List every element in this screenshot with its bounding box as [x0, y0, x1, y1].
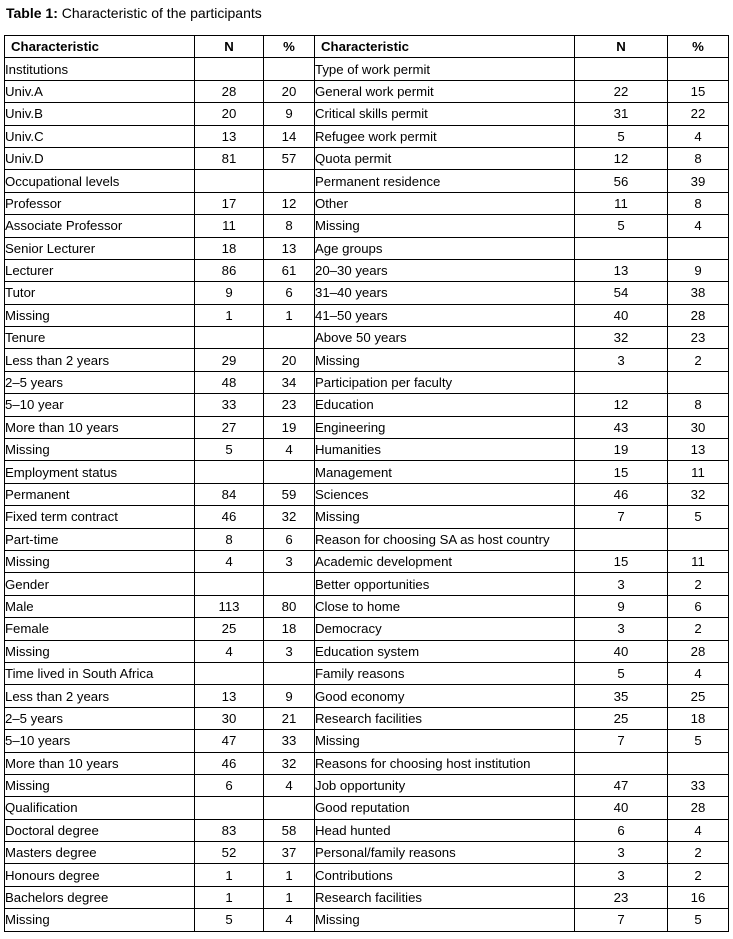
table-row [5, 125, 729, 147]
left-characteristic-cell: Missing [5, 439, 195, 461]
right-pct-cell: 5 [668, 730, 729, 752]
left-pct-cell [264, 461, 315, 483]
right-pct-cell: 5 [668, 909, 729, 931]
right-pct-cell: 32 [668, 483, 729, 505]
right-characteristic-cell: Age groups [315, 237, 575, 259]
left-characteristic-cell: Missing [5, 909, 195, 931]
left-pct-cell: 13 [264, 237, 315, 259]
left-characteristic-cell: 5–10 year [5, 394, 195, 416]
right-characteristic-cell: Job opportunity [315, 774, 575, 796]
table-row [5, 528, 729, 550]
right-n-cell: 15 [575, 550, 668, 572]
right-pct-cell: 16 [668, 886, 729, 908]
table-row [5, 416, 729, 438]
table-row [5, 640, 729, 662]
table-row [5, 304, 729, 326]
right-n-cell: 12 [575, 394, 668, 416]
left-n-cell: 20 [195, 103, 264, 125]
right-n-cell: 12 [575, 147, 668, 169]
left-n-cell [195, 797, 264, 819]
right-pct-cell [668, 371, 729, 393]
table-row [5, 147, 729, 169]
right-characteristic-cell: Reasons for choosing host institution [315, 752, 575, 774]
left-pct-cell: 20 [264, 349, 315, 371]
right-pct-cell: 30 [668, 416, 729, 438]
right-characteristic-cell: Better opportunities [315, 573, 575, 595]
left-n-cell [195, 58, 264, 80]
left-characteristic-cell: Employment status [5, 461, 195, 483]
right-n-cell: 40 [575, 797, 668, 819]
right-characteristic-cell: General work permit [315, 80, 575, 102]
left-characteristic-cell: Fixed term contract [5, 506, 195, 528]
table-row [5, 618, 729, 640]
right-n-cell: 7 [575, 909, 668, 931]
left-n-cell: 27 [195, 416, 264, 438]
right-characteristic-cell: Close to home [315, 595, 575, 617]
left-characteristic-cell: Univ.C [5, 125, 195, 147]
left-n-cell [195, 327, 264, 349]
participants-table [4, 35, 729, 932]
left-n-cell: 83 [195, 819, 264, 841]
left-characteristic-cell: Lecturer [5, 259, 195, 281]
right-characteristic-cell: Research facilities [315, 886, 575, 908]
left-characteristic-cell: Univ.D [5, 147, 195, 169]
right-characteristic-cell: Democracy [315, 618, 575, 640]
left-pct-cell: 61 [264, 259, 315, 281]
left-pct-cell: 12 [264, 192, 315, 214]
right-pct-cell: 33 [668, 774, 729, 796]
right-n-cell: 7 [575, 506, 668, 528]
left-pct-cell: 1 [264, 886, 315, 908]
right-n-cell: 11 [575, 192, 668, 214]
right-pct-cell: 25 [668, 685, 729, 707]
table-row [5, 58, 729, 80]
right-n-cell [575, 528, 668, 550]
right-pct-cell: 4 [668, 819, 729, 841]
right-characteristic-cell: Humanities [315, 439, 575, 461]
table-row [5, 506, 729, 528]
right-n-cell: 9 [575, 595, 668, 617]
left-pct-cell: 21 [264, 707, 315, 729]
right-n-cell [575, 237, 668, 259]
right-n-cell: 13 [575, 259, 668, 281]
right-pct-cell [668, 528, 729, 550]
left-pct-cell: 57 [264, 147, 315, 169]
right-n-cell: 23 [575, 886, 668, 908]
table-row [5, 170, 729, 192]
header-pct-right: % [668, 36, 729, 58]
left-pct-cell: 32 [264, 506, 315, 528]
right-characteristic-cell: Missing [315, 909, 575, 931]
right-pct-cell: 8 [668, 147, 729, 169]
left-pct-cell: 20 [264, 80, 315, 102]
left-pct-cell: 4 [264, 439, 315, 461]
left-n-cell: 113 [195, 595, 264, 617]
table-caption-text: Characteristic of the participants [57, 5, 262, 21]
right-pct-cell: 38 [668, 282, 729, 304]
left-pct-cell: 6 [264, 282, 315, 304]
left-n-cell [195, 662, 264, 684]
left-n-cell: 48 [195, 371, 264, 393]
left-characteristic-cell: Tenure [5, 327, 195, 349]
right-characteristic-cell: 31–40 years [315, 282, 575, 304]
right-n-cell: 19 [575, 439, 668, 461]
table-row [5, 192, 729, 214]
left-pct-cell: 23 [264, 394, 315, 416]
left-n-cell: 6 [195, 774, 264, 796]
left-characteristic-cell: Senior Lecturer [5, 237, 195, 259]
left-n-cell: 13 [195, 125, 264, 147]
left-pct-cell: 1 [264, 304, 315, 326]
right-pct-cell: 11 [668, 461, 729, 483]
header-characteristic-right: Characteristic [315, 36, 575, 58]
left-pct-cell: 19 [264, 416, 315, 438]
left-pct-cell: 33 [264, 730, 315, 752]
table-row [5, 237, 729, 259]
left-characteristic-cell: Occupational levels [5, 170, 195, 192]
right-n-cell: 40 [575, 304, 668, 326]
left-n-cell: 86 [195, 259, 264, 281]
left-n-cell: 5 [195, 439, 264, 461]
right-pct-cell: 11 [668, 550, 729, 572]
table-row [5, 662, 729, 684]
right-pct-cell: 4 [668, 215, 729, 237]
right-characteristic-cell: Quota permit [315, 147, 575, 169]
table-row [5, 215, 729, 237]
left-n-cell: 81 [195, 147, 264, 169]
header-n-right: N [575, 36, 668, 58]
right-pct-cell: 5 [668, 506, 729, 528]
right-characteristic-cell: Above 50 years [315, 327, 575, 349]
right-n-cell: 5 [575, 662, 668, 684]
right-pct-cell: 23 [668, 327, 729, 349]
left-pct-cell: 4 [264, 909, 315, 931]
left-pct-cell: 14 [264, 125, 315, 147]
right-n-cell: 7 [575, 730, 668, 752]
right-n-cell [575, 58, 668, 80]
right-n-cell: 56 [575, 170, 668, 192]
left-characteristic-cell: More than 10 years [5, 416, 195, 438]
right-pct-cell: 18 [668, 707, 729, 729]
right-n-cell: 3 [575, 573, 668, 595]
right-pct-cell: 2 [668, 842, 729, 864]
left-pct-cell [264, 58, 315, 80]
right-n-cell: 5 [575, 215, 668, 237]
left-characteristic-cell: 5–10 years [5, 730, 195, 752]
table-row [5, 394, 729, 416]
left-characteristic-cell: Gender [5, 573, 195, 595]
right-characteristic-cell: Personal/family reasons [315, 842, 575, 864]
left-characteristic-cell: Professor [5, 192, 195, 214]
right-characteristic-cell: Missing [315, 349, 575, 371]
left-characteristic-cell: Less than 2 years [5, 349, 195, 371]
left-pct-cell: 34 [264, 371, 315, 393]
left-characteristic-cell: Tutor [5, 282, 195, 304]
left-pct-cell: 37 [264, 842, 315, 864]
left-n-cell [195, 461, 264, 483]
left-n-cell: 47 [195, 730, 264, 752]
left-pct-cell: 1 [264, 864, 315, 886]
left-characteristic-cell: Honours degree [5, 864, 195, 886]
left-n-cell: 8 [195, 528, 264, 550]
left-pct-cell: 32 [264, 752, 315, 774]
left-n-cell: 28 [195, 80, 264, 102]
left-characteristic-cell: Masters degree [5, 842, 195, 864]
left-n-cell: 46 [195, 506, 264, 528]
left-characteristic-cell: Associate Professor [5, 215, 195, 237]
right-characteristic-cell: Good economy [315, 685, 575, 707]
right-characteristic-cell: Type of work permit [315, 58, 575, 80]
right-characteristic-cell: Reason for choosing SA as host country [315, 528, 575, 550]
right-pct-cell [668, 58, 729, 80]
right-n-cell: 31 [575, 103, 668, 125]
left-characteristic-cell: 2–5 years [5, 371, 195, 393]
right-characteristic-cell: Participation per faculty [315, 371, 575, 393]
left-characteristic-cell: Bachelors degree [5, 886, 195, 908]
left-characteristic-cell: Less than 2 years [5, 685, 195, 707]
right-pct-cell: 4 [668, 662, 729, 684]
table-body [5, 58, 729, 931]
right-n-cell: 15 [575, 461, 668, 483]
left-n-cell [195, 573, 264, 595]
left-pct-cell: 9 [264, 685, 315, 707]
left-characteristic-cell: Univ.B [5, 103, 195, 125]
right-n-cell: 3 [575, 618, 668, 640]
right-pct-cell: 8 [668, 192, 729, 214]
left-n-cell: 1 [195, 864, 264, 886]
right-characteristic-cell: Missing [315, 215, 575, 237]
right-n-cell: 25 [575, 707, 668, 729]
table-row [5, 573, 729, 595]
right-pct-cell: 9 [668, 259, 729, 281]
right-n-cell: 35 [575, 685, 668, 707]
left-characteristic-cell: 2–5 years [5, 707, 195, 729]
right-characteristic-cell: 41–50 years [315, 304, 575, 326]
table-row [5, 685, 729, 707]
left-pct-cell: 58 [264, 819, 315, 841]
table-row [5, 80, 729, 102]
left-n-cell: 1 [195, 886, 264, 908]
table-row [5, 819, 729, 841]
right-characteristic-cell: Engineering [315, 416, 575, 438]
right-n-cell: 3 [575, 842, 668, 864]
table-row [5, 842, 729, 864]
table-row [5, 550, 729, 572]
right-n-cell: 46 [575, 483, 668, 505]
left-n-cell: 13 [195, 685, 264, 707]
left-characteristic-cell: Missing [5, 304, 195, 326]
left-n-cell: 18 [195, 237, 264, 259]
table-row [5, 864, 729, 886]
right-pct-cell: 2 [668, 864, 729, 886]
right-characteristic-cell: Education system [315, 640, 575, 662]
right-characteristic-cell: Management [315, 461, 575, 483]
right-n-cell: 47 [575, 774, 668, 796]
table-row [5, 886, 729, 908]
table-caption-label: Table 1: [6, 5, 58, 21]
left-pct-cell: 8 [264, 215, 315, 237]
right-characteristic-cell: Head hunted [315, 819, 575, 841]
left-characteristic-cell: Institutions [5, 58, 195, 80]
left-characteristic-cell: Missing [5, 774, 195, 796]
left-n-cell: 84 [195, 483, 264, 505]
left-n-cell: 4 [195, 640, 264, 662]
right-n-cell: 3 [575, 864, 668, 886]
right-n-cell: 3 [575, 349, 668, 371]
right-pct-cell: 8 [668, 394, 729, 416]
left-n-cell: 52 [195, 842, 264, 864]
table-row [5, 595, 729, 617]
right-characteristic-cell: Academic development [315, 550, 575, 572]
right-pct-cell: 15 [668, 80, 729, 102]
right-pct-cell: 39 [668, 170, 729, 192]
right-characteristic-cell: Missing [315, 506, 575, 528]
table-row [5, 282, 729, 304]
right-n-cell: 54 [575, 282, 668, 304]
table-row [5, 103, 729, 125]
left-pct-cell [264, 573, 315, 595]
right-characteristic-cell: Research facilities [315, 707, 575, 729]
right-characteristic-cell: Other [315, 192, 575, 214]
left-n-cell: 11 [195, 215, 264, 237]
right-pct-cell: 28 [668, 304, 729, 326]
left-pct-cell: 9 [264, 103, 315, 125]
left-pct-cell [264, 170, 315, 192]
right-pct-cell: 13 [668, 439, 729, 461]
right-characteristic-cell: Permanent residence [315, 170, 575, 192]
table-row [5, 371, 729, 393]
left-characteristic-cell: Missing [5, 640, 195, 662]
left-n-cell: 5 [195, 909, 264, 931]
left-pct-cell [264, 327, 315, 349]
right-pct-cell: 2 [668, 618, 729, 640]
right-n-cell: 43 [575, 416, 668, 438]
table-row [5, 730, 729, 752]
left-characteristic-cell: Permanent [5, 483, 195, 505]
right-n-cell: 6 [575, 819, 668, 841]
right-pct-cell: 2 [668, 573, 729, 595]
table-row [5, 483, 729, 505]
right-characteristic-cell: Critical skills permit [315, 103, 575, 125]
left-pct-cell: 59 [264, 483, 315, 505]
left-n-cell: 17 [195, 192, 264, 214]
right-n-cell: 22 [575, 80, 668, 102]
left-n-cell: 33 [195, 394, 264, 416]
table-row [5, 774, 729, 796]
right-pct-cell [668, 237, 729, 259]
right-characteristic-cell: Refugee work permit [315, 125, 575, 147]
table-row [5, 439, 729, 461]
right-n-cell: 32 [575, 327, 668, 349]
left-pct-cell: 3 [264, 640, 315, 662]
left-characteristic-cell: Missing [5, 550, 195, 572]
right-pct-cell: 28 [668, 797, 729, 819]
left-pct-cell: 6 [264, 528, 315, 550]
table-caption [6, 4, 262, 22]
left-n-cell: 25 [195, 618, 264, 640]
left-n-cell: 1 [195, 304, 264, 326]
left-n-cell: 9 [195, 282, 264, 304]
left-characteristic-cell: Time lived in South Africa [5, 662, 195, 684]
header-characteristic-left: Characteristic [5, 36, 195, 58]
left-characteristic-cell: Female [5, 618, 195, 640]
left-characteristic-cell: Qualification [5, 797, 195, 819]
right-n-cell [575, 752, 668, 774]
header-pct-left: % [264, 36, 315, 58]
right-n-cell: 5 [575, 125, 668, 147]
table-header-row [5, 36, 729, 58]
right-pct-cell: 22 [668, 103, 729, 125]
table-row [5, 327, 729, 349]
right-n-cell [575, 371, 668, 393]
table-row [5, 461, 729, 483]
right-characteristic-cell: Contributions [315, 864, 575, 886]
right-characteristic-cell: Missing [315, 730, 575, 752]
left-characteristic-cell: Univ.A [5, 80, 195, 102]
left-pct-cell: 4 [264, 774, 315, 796]
left-n-cell: 4 [195, 550, 264, 572]
left-pct-cell: 80 [264, 595, 315, 617]
table-row [5, 797, 729, 819]
left-characteristic-cell: More than 10 years [5, 752, 195, 774]
table-row [5, 259, 729, 281]
left-n-cell: 46 [195, 752, 264, 774]
left-characteristic-cell: Doctoral degree [5, 819, 195, 841]
header-n-left: N [195, 36, 264, 58]
table-row [5, 707, 729, 729]
right-pct-cell: 2 [668, 349, 729, 371]
right-characteristic-cell: Good reputation [315, 797, 575, 819]
right-pct-cell: 4 [668, 125, 729, 147]
table-row [5, 909, 729, 931]
left-pct-cell: 3 [264, 550, 315, 572]
right-characteristic-cell: Family reasons [315, 662, 575, 684]
left-pct-cell [264, 797, 315, 819]
left-characteristic-cell: Part-time [5, 528, 195, 550]
left-pct-cell [264, 662, 315, 684]
right-characteristic-cell: Education [315, 394, 575, 416]
right-characteristic-cell: Sciences [315, 483, 575, 505]
right-pct-cell: 28 [668, 640, 729, 662]
left-characteristic-cell: Male [5, 595, 195, 617]
table-row [5, 349, 729, 371]
right-pct-cell [668, 752, 729, 774]
right-n-cell: 40 [575, 640, 668, 662]
left-n-cell: 29 [195, 349, 264, 371]
left-n-cell: 30 [195, 707, 264, 729]
left-n-cell [195, 170, 264, 192]
left-pct-cell: 18 [264, 618, 315, 640]
right-pct-cell: 6 [668, 595, 729, 617]
right-characteristic-cell: 20–30 years [315, 259, 575, 281]
table-row [5, 752, 729, 774]
